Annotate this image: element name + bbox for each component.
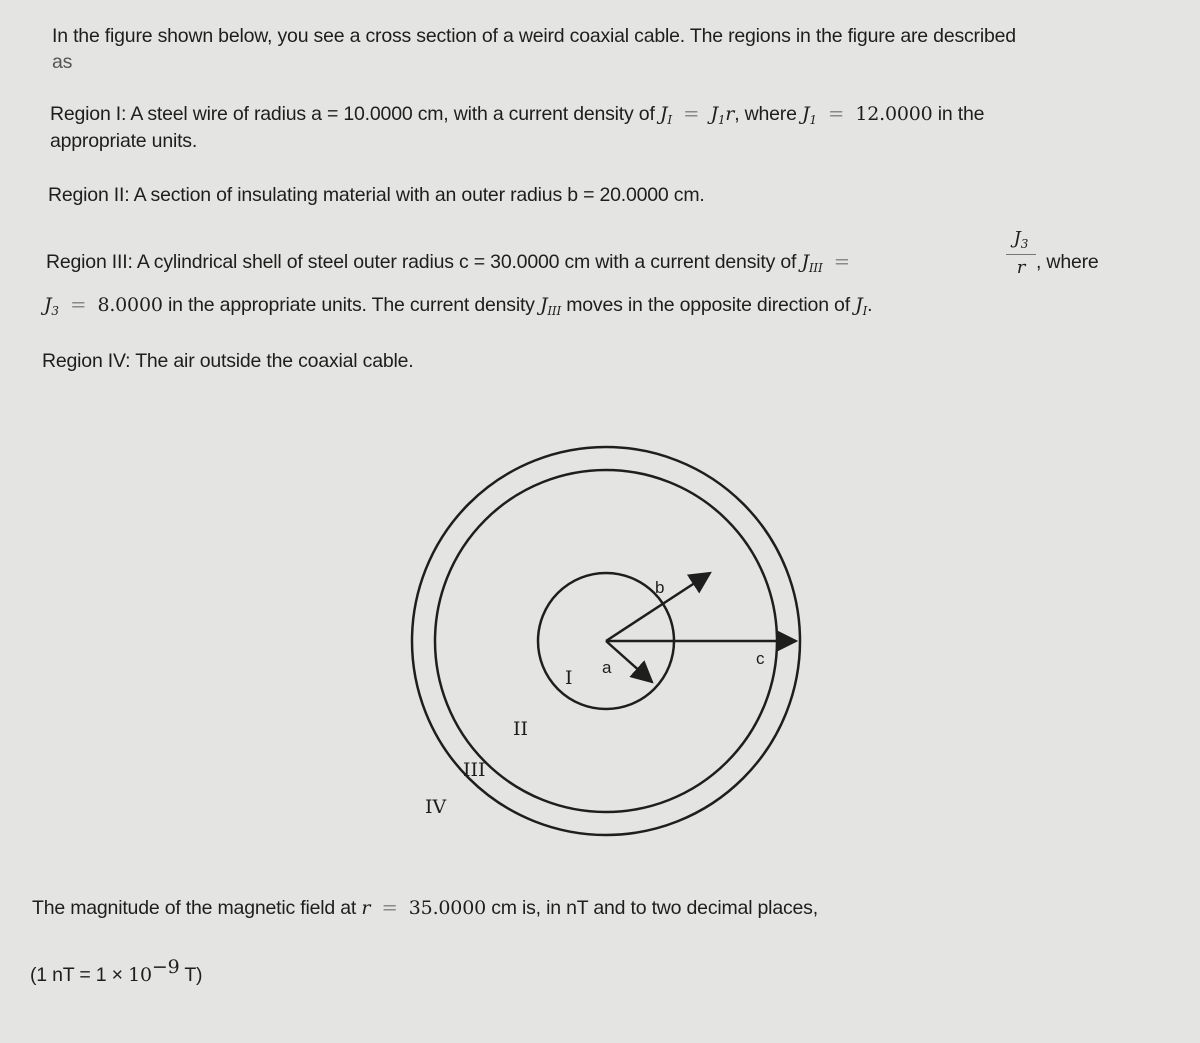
region-1-density-symbol: $J_I$ <box>659 103 672 127</box>
region-1-constant-symbol: $J_1$ <box>801 103 817 127</box>
question-value: 35.0000 <box>408 897 486 919</box>
region-3-moving-symbol: $J_{III}$ <box>539 294 561 318</box>
question-variable: r <box>361 897 371 919</box>
region-3-constant-value: 8.0000 <box>97 294 163 316</box>
radius-c-label: c <box>756 649 765 668</box>
radius-a-arrow <box>606 641 652 682</box>
region-3-line-2-end: moves in the opposite direction of <box>566 294 850 316</box>
question-lead: The magnitude of the magnetic field at <box>32 897 357 919</box>
region-3-constant-symbol: $J_3$ <box>44 294 59 318</box>
region-ii-label: II <box>513 718 529 740</box>
region-1-line-1 <box>50 101 984 128</box>
region-1-tail: in the <box>937 103 985 125</box>
region-1-constant-equals: = <box>828 102 845 125</box>
unit-note-close: T) <box>184 964 203 986</box>
region-3-fraction <box>1006 228 1036 278</box>
region-1-where: , where <box>734 103 797 125</box>
region-iii-label: III <box>463 759 486 781</box>
region-3-line-2 <box>44 292 872 319</box>
region-i-label: I <box>565 667 573 689</box>
region-1-constant-value: 12.0000 <box>855 103 933 125</box>
region-3-fraction-numerator: $J_3$ <box>1013 228 1029 251</box>
region-iv-label: IV <box>425 796 447 818</box>
region-3-density-symbol: $J_{III}$ <box>801 251 823 275</box>
unit-note <box>30 955 202 989</box>
region-1-density-expression: $J_1r$ <box>710 103 735 127</box>
region-3-equals: = <box>833 250 850 273</box>
unit-note-base: 10 <box>128 964 152 986</box>
coaxial-cable-cross-section <box>300 440 880 880</box>
region-3-period: . <box>867 294 873 316</box>
question-tail: cm is, in nT and to two decimal places, <box>491 897 818 919</box>
question-text <box>32 895 818 922</box>
region-2-text: Region II: A section of insulating material with an outer radius b = 20.0000 cm. <box>48 184 705 206</box>
region-4-text: Region IV: The air outside the coaxial cable. <box>42 350 414 372</box>
question-equals: = <box>381 896 398 919</box>
region-3-where: , where <box>1036 251 1099 273</box>
region-3-fraction-denominator: r <box>1016 257 1026 278</box>
radius-b-label: b <box>655 578 665 597</box>
region-1-equals: = <box>683 102 700 125</box>
fraction-bar <box>1006 254 1036 255</box>
intro-line-1: In the figure shown below, you see a cross section of a weird coaxial cable. The regions in the figure are described <box>52 25 1016 47</box>
region-3-line-2-mid: in the appropriate units. The current density <box>167 294 535 316</box>
region-3-lead: Region III: A cylindrical shell of steel outer radius c = 30.0000 cm with a current density of <box>46 251 797 273</box>
radius-a-label: a <box>602 658 612 677</box>
region-1-lead: Region I: A steel wire of radius a = 10.0000 cm, with a current density of <box>50 103 655 125</box>
unit-note-open: (1 nT = 1 × <box>30 964 123 986</box>
region-3-line-1 <box>46 249 856 276</box>
region-1-line-2: appropriate units. <box>50 130 198 152</box>
region-3-opposite-symbol: $J_I$ <box>855 294 868 318</box>
unit-note-exponent: −9 <box>151 956 180 978</box>
intro-line-2: as <box>52 51 73 73</box>
region-3-constant-equals: = <box>70 293 87 316</box>
